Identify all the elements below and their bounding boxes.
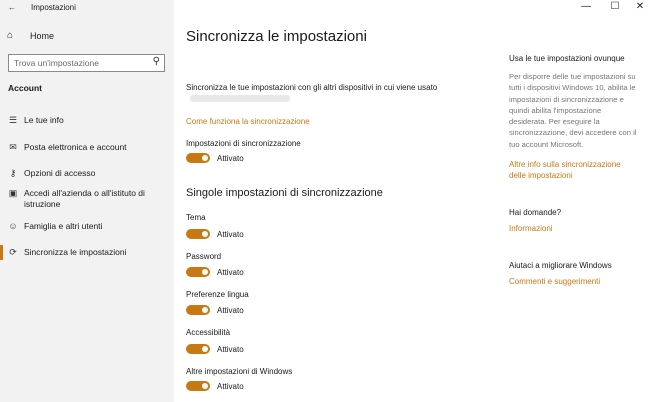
sync-description (186, 82, 444, 104)
sync-settings-toggle[interactable] (186, 153, 210, 163)
theme-label: Tema (186, 213, 206, 222)
sidebar-section-title: Account (8, 83, 42, 93)
help-improve-heading: Aiutaci a migliorare Windows (509, 261, 612, 270)
back-arrow-icon[interactable]: ← (8, 3, 16, 12)
information-link[interactable]: Informazioni (509, 224, 553, 233)
other-windows-settings-label: Altre impostazioni di Windows (186, 367, 293, 376)
briefcase-icon: ▣ (8, 188, 18, 198)
how-sync-works-link[interactable]: Come funziona la sincronizzazione (186, 117, 310, 126)
sidebar-item-work-school[interactable] (0, 188, 174, 210)
close-button[interactable]: ✕ (635, 1, 645, 12)
sidebar-item-family-users[interactable] (0, 221, 174, 232)
individual-sync-heading: Singole impostazioni di sincronizzazione (186, 187, 383, 199)
page-title: Sincronizza le impostazioni (186, 28, 367, 45)
toggle-state: Attivato (217, 267, 244, 277)
theme-toggle[interactable] (186, 229, 210, 239)
sidebar-item-label: Famiglia e altri utenti (24, 221, 103, 231)
toggle-state: Attivato (217, 381, 244, 391)
sidebar-item-label: Le tue info (24, 115, 64, 125)
key-icon: ⚷ (9, 168, 17, 178)
feedback-link[interactable]: Commenti e suggerimenti (509, 277, 601, 286)
minimize-button[interactable]: — (581, 1, 591, 12)
toggle-state: Attivato (217, 344, 244, 354)
accessibility-toggle[interactable] (186, 344, 210, 354)
sync-description-text: Sincronizza le tue impostazioni con gli altri dispositivi in cui viene usato (186, 83, 438, 92)
sync-settings-label: Impostazioni di sincronizzazione (186, 139, 301, 148)
sidebar-item-label: Sincronizza le impostazioni (24, 247, 127, 257)
toggle-knob (202, 155, 208, 161)
mail-icon: ✉ (9, 142, 17, 152)
home-nav-item[interactable] (7, 30, 54, 41)
active-indicator (0, 245, 3, 260)
accessibility-label: Accessibilità (186, 328, 231, 337)
language-prefs-label: Preferenze lingua (186, 290, 249, 299)
sidebar-item-sign-in-options[interactable] (0, 168, 174, 179)
sidebar-item-your-info[interactable] (0, 115, 174, 126)
window-title: Impostazioni (31, 3, 76, 12)
search-placeholder: Trova un'impostazione (14, 58, 99, 68)
sidebar-item-email-accounts[interactable] (0, 142, 174, 153)
password-toggle[interactable] (186, 267, 210, 277)
toggle-state: Attivato (217, 305, 244, 315)
use-settings-everywhere-heading: Usa le tue impostazioni ovunque (509, 54, 625, 63)
toggle-knob (202, 346, 208, 352)
learn-more-sync-link[interactable]: Altre info sulla sincronizzazione delle impostazioni (509, 160, 621, 180)
other-windows-settings-toggle[interactable] (186, 381, 210, 391)
home-label: Home (30, 30, 55, 41)
toggle-knob (202, 269, 208, 275)
toggle-state: Attivato (217, 229, 244, 239)
sidebar-item-label: Posta elettronica e account (24, 142, 127, 152)
language-prefs-toggle-row (186, 305, 244, 315)
redacted-account (190, 95, 290, 102)
language-prefs-toggle[interactable] (186, 305, 210, 315)
home-icon: ⌂ (7, 30, 14, 41)
person-card-icon: ☰ (8, 115, 18, 125)
sidebar-item-label: Opzioni di accesso (24, 168, 96, 178)
search-icon[interactable]: ⚲ (152, 56, 160, 67)
password-toggle-row (186, 267, 244, 277)
sidebar (0, 0, 174, 402)
sync-settings-toggle-row (186, 153, 244, 163)
toggle-knob (202, 383, 208, 389)
search-input[interactable] (8, 54, 165, 72)
people-icon: ☺ (8, 221, 18, 231)
sync-icon: ⟳ (9, 247, 17, 257)
theme-toggle-row (186, 229, 244, 239)
use-settings-everywhere-text: Per disporre delle tue impostazioni su tutti i dispositivi Windows 10, abilita le impostazioni di sincronizzazione e quindi abilita l'impostazione desiderata. Per eseguire la sincronizzazione, devi accedere con il tuo account Microsoft. (509, 72, 637, 149)
sidebar-item-label: Accedi all'azienda o all'istituto di istruzione (24, 188, 145, 209)
accessibility-toggle-row (186, 344, 244, 354)
toggle-knob (202, 307, 208, 313)
questions-heading: Hai domande? (509, 208, 562, 217)
maximize-button[interactable]: ☐ (610, 1, 620, 12)
sidebar-item-sync-settings[interactable] (0, 247, 174, 258)
other-windows-settings-toggle-row (186, 381, 244, 391)
toggle-knob (202, 231, 208, 237)
toggle-state: Attivato (217, 153, 244, 163)
password-label: Password (186, 252, 222, 261)
